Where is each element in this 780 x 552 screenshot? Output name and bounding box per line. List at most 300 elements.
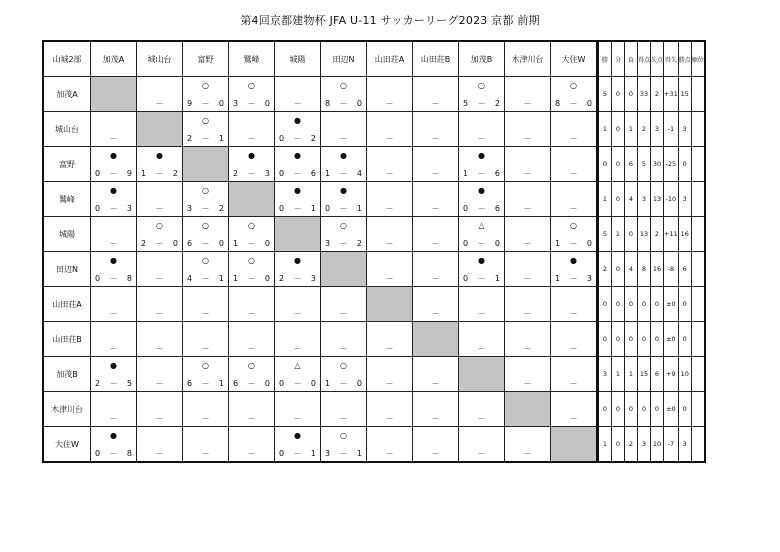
stat-cell: 1 (598, 112, 612, 147)
score-against: 1 (356, 449, 362, 458)
score-dash: － (339, 414, 348, 423)
match-cell (367, 77, 413, 112)
match-cell (413, 217, 459, 252)
match-cell (229, 77, 275, 112)
score-dash: － (155, 344, 164, 353)
score-for: 0 (463, 204, 469, 213)
score-dash: － (247, 134, 256, 143)
score-dash: － (569, 344, 578, 353)
score (413, 204, 458, 213)
score (459, 99, 504, 108)
score (367, 134, 412, 143)
score (183, 449, 228, 458)
match-cell (551, 322, 598, 357)
score (505, 134, 550, 143)
score-for: 1 (463, 169, 469, 178)
score-for: 1 (325, 169, 331, 178)
score-dash: － (247, 379, 256, 388)
score-dash: － (385, 99, 394, 108)
column-header-team: 山田荘A (367, 41, 413, 77)
column-header-team: 富野 (183, 41, 229, 77)
score-against: 0 (586, 239, 592, 248)
column-header-team: 山田荘B (413, 41, 459, 77)
match-cell (91, 147, 137, 182)
stat-cell (691, 287, 705, 322)
score-against: 0 (586, 99, 592, 108)
score-against: 3 (310, 274, 316, 283)
score-dash: － (569, 169, 578, 178)
score-dash: － (569, 309, 578, 318)
match-cell (459, 252, 505, 287)
score-for: 5 (463, 99, 469, 108)
match-cell (505, 77, 551, 112)
stat-cell: 10 (651, 427, 664, 463)
score-dash: － (431, 169, 440, 178)
score-dash: － (293, 274, 302, 283)
stat-cell: 0 (612, 322, 625, 357)
self-match-cell (459, 357, 505, 392)
column-header-team: 城山台 (137, 41, 183, 77)
result-mark: ● (340, 186, 347, 195)
stat-cell: +9 (664, 357, 679, 392)
stat-cell: 4 (625, 182, 638, 217)
match-cell (91, 112, 137, 147)
score-for: 8 (325, 99, 331, 108)
match-cell (275, 252, 321, 287)
score (137, 309, 182, 318)
stat-cell: 13 (638, 217, 651, 252)
match-cell (183, 112, 229, 147)
stat-cell: 1 (612, 217, 625, 252)
stat-cell: 16 (651, 252, 664, 287)
score-against: 3 (126, 204, 132, 213)
score (229, 414, 274, 423)
score-against: 0 (264, 239, 270, 248)
column-header-team: 城陽 (275, 41, 321, 77)
stat-cell (691, 357, 705, 392)
score (413, 239, 458, 248)
score-dash: － (109, 449, 118, 458)
result-mark: ● (110, 431, 117, 440)
stat-cell (691, 77, 705, 112)
stat-cell: 1 (612, 357, 625, 392)
column-header-team: 田辺N (321, 41, 367, 77)
match-cell (505, 322, 551, 357)
match-cell (275, 287, 321, 322)
score-dash: － (431, 449, 440, 458)
score (91, 344, 136, 353)
score (413, 379, 458, 388)
stat-cell: 0 (612, 182, 625, 217)
match-cell (183, 322, 229, 357)
score-dash: － (109, 169, 118, 178)
match-cell (551, 112, 598, 147)
score (505, 344, 550, 353)
stat-cell: 0 (612, 287, 625, 322)
result-mark: ○ (340, 81, 347, 90)
score-dash: － (477, 169, 486, 178)
score-dash: － (431, 274, 440, 283)
score-against: 8 (126, 274, 132, 283)
column-header-stat: 分 (612, 41, 625, 77)
score-for: 3 (233, 99, 239, 108)
score-dash: － (385, 239, 394, 248)
stat-cell: 0 (678, 287, 691, 322)
self-match-cell (367, 287, 413, 322)
result-mark: ● (110, 361, 117, 370)
score-for: 3 (187, 204, 193, 213)
match-cell (505, 252, 551, 287)
score-for: 8 (555, 99, 561, 108)
score (367, 379, 412, 388)
score-against: 1 (494, 274, 500, 283)
match-cell (91, 427, 137, 463)
result-mark: ● (294, 151, 301, 160)
stat-cell: 0 (638, 392, 651, 427)
result-mark: ● (110, 256, 117, 265)
score-dash: － (155, 379, 164, 388)
result-mark: ○ (570, 81, 577, 90)
stat-cell: 0 (612, 252, 625, 287)
result-mark: ● (478, 256, 485, 265)
score-for: 1 (233, 274, 239, 283)
match-cell (229, 112, 275, 147)
match-cell (275, 182, 321, 217)
match-cell (275, 112, 321, 147)
match-cell (551, 357, 598, 392)
score-dash: － (201, 274, 210, 283)
match-cell (505, 427, 551, 463)
result-mark: ○ (248, 81, 255, 90)
match-cell (91, 252, 137, 287)
score (413, 414, 458, 423)
match-cell (505, 147, 551, 182)
row-team-name: 大住W (43, 427, 91, 463)
stat-cell: 3 (678, 112, 691, 147)
score-dash: － (385, 134, 394, 143)
score-for: 6 (187, 239, 193, 248)
score-for: 0 (95, 169, 101, 178)
table-row (43, 427, 705, 463)
score-dash: － (155, 99, 164, 108)
match-cell (459, 77, 505, 112)
table-row (43, 182, 705, 217)
score-for: 6 (187, 379, 193, 388)
score (367, 344, 412, 353)
result-mark: ○ (202, 221, 209, 230)
score-dash: － (201, 134, 210, 143)
match-cell (137, 182, 183, 217)
match-cell (459, 182, 505, 217)
match-cell (229, 392, 275, 427)
score-dash: － (293, 379, 302, 388)
score-dash: － (477, 344, 486, 353)
score-dash: － (431, 414, 440, 423)
stat-cell (691, 322, 705, 357)
stat-cell: 8 (638, 252, 651, 287)
match-cell (413, 427, 459, 463)
score-for: 1 (233, 239, 239, 248)
score (505, 169, 550, 178)
score (137, 169, 182, 178)
score-dash: － (155, 449, 164, 458)
table-row (43, 287, 705, 322)
score-against: 2 (310, 134, 316, 143)
stat-cell: 5 (598, 217, 612, 252)
score-dash: － (109, 309, 118, 318)
stat-cell: 1 (625, 357, 638, 392)
match-cell (321, 287, 367, 322)
match-cell (321, 217, 367, 252)
stat-cell: 3 (678, 427, 691, 463)
self-match-cell (91, 77, 137, 112)
match-cell (505, 112, 551, 147)
score-dash: － (247, 169, 256, 178)
stat-cell: -8 (664, 252, 679, 287)
table-row (43, 112, 705, 147)
score-dash: － (293, 449, 302, 458)
score-dash: － (569, 134, 578, 143)
stat-cell: 16 (678, 217, 691, 252)
score-for: 0 (279, 379, 285, 388)
result-mark: ○ (202, 256, 209, 265)
score-dash: － (523, 274, 532, 283)
match-cell (367, 112, 413, 147)
score-against: 6 (494, 169, 500, 178)
match-cell (229, 147, 275, 182)
score-dash: － (155, 309, 164, 318)
score-dash: － (431, 134, 440, 143)
row-team-name: 加茂B (43, 357, 91, 392)
score (137, 414, 182, 423)
score (91, 449, 136, 458)
score (459, 134, 504, 143)
score-dash: － (339, 204, 348, 213)
league-table (42, 40, 706, 463)
score (275, 134, 320, 143)
stat-cell: 0 (625, 392, 638, 427)
score-against: 9 (126, 169, 132, 178)
score-dash: － (523, 449, 532, 458)
score-dash: － (477, 134, 486, 143)
result-mark: ○ (570, 221, 577, 230)
match-cell (137, 252, 183, 287)
score (551, 204, 596, 213)
stat-cell (691, 112, 705, 147)
stat-cell: 0 (638, 287, 651, 322)
result-mark: ○ (202, 116, 209, 125)
score (91, 379, 136, 388)
match-cell (551, 182, 598, 217)
score (367, 414, 412, 423)
score (459, 309, 504, 318)
stat-cell: 0 (638, 322, 651, 357)
score-against: 3 (586, 274, 592, 283)
row-team-name: 鷲峰 (43, 182, 91, 217)
match-cell (91, 357, 137, 392)
score-dash: － (339, 99, 348, 108)
match-cell (137, 147, 183, 182)
score (183, 414, 228, 423)
score (229, 169, 274, 178)
score (367, 449, 412, 458)
score (183, 239, 228, 248)
score-for: 0 (463, 274, 469, 283)
stat-cell: 15 (638, 357, 651, 392)
score-dash: － (523, 379, 532, 388)
result-mark: ○ (202, 81, 209, 90)
score (459, 414, 504, 423)
score-against: 4 (356, 169, 362, 178)
score (91, 134, 136, 143)
match-cell (459, 217, 505, 252)
match-cell (137, 217, 183, 252)
score-against: 8 (126, 449, 132, 458)
stat-cell: 2 (625, 427, 638, 463)
match-cell (551, 147, 598, 182)
score-dash: － (109, 134, 118, 143)
stat-cell: 3 (651, 112, 664, 147)
result-mark: ○ (340, 361, 347, 370)
result-mark: ● (294, 431, 301, 440)
score-dash: － (293, 309, 302, 318)
score (459, 344, 504, 353)
score-against: 1 (218, 379, 224, 388)
score (183, 274, 228, 283)
score-for: 1 (141, 169, 147, 178)
result-mark: ○ (478, 81, 485, 90)
stat-cell: 0 (678, 147, 691, 182)
column-header-team: 大住W (551, 41, 598, 77)
stat-cell: 0 (625, 217, 638, 252)
score-dash: － (201, 309, 210, 318)
score-dash: － (339, 169, 348, 178)
table-row (43, 322, 705, 357)
score-dash: － (339, 309, 348, 318)
score-dash: － (293, 99, 302, 108)
score (91, 274, 136, 283)
score-dash: － (109, 204, 118, 213)
match-cell (505, 287, 551, 322)
result-mark: ● (110, 151, 117, 160)
column-header-team: 鷲峰 (229, 41, 275, 77)
match-cell (367, 182, 413, 217)
score (275, 344, 320, 353)
score-dash: － (109, 274, 118, 283)
match-cell (413, 287, 459, 322)
match-cell (183, 287, 229, 322)
stat-cell: 0 (612, 392, 625, 427)
score (321, 134, 366, 143)
score-for: 9 (187, 99, 193, 108)
score-dash: － (201, 379, 210, 388)
match-cell (137, 287, 183, 322)
match-cell (551, 77, 598, 112)
score-for: 6 (233, 379, 239, 388)
stat-cell: 5 (598, 77, 612, 112)
score-dash: － (247, 239, 256, 248)
score-against: 0 (356, 379, 362, 388)
result-mark: ○ (340, 221, 347, 230)
score-against: 0 (264, 99, 270, 108)
score-dash: － (431, 379, 440, 388)
score-dash: － (431, 239, 440, 248)
match-cell (275, 427, 321, 463)
match-cell (183, 217, 229, 252)
result-mark: ○ (340, 431, 347, 440)
match-cell (459, 147, 505, 182)
match-cell (183, 392, 229, 427)
stat-cell: 0 (678, 322, 691, 357)
score-dash: － (109, 344, 118, 353)
result-mark: ○ (156, 221, 163, 230)
row-team-name: 山田荘B (43, 322, 91, 357)
score (137, 239, 182, 248)
score (367, 169, 412, 178)
score-for: 1 (325, 379, 331, 388)
score-for: 0 (279, 204, 285, 213)
score-for: 0 (279, 449, 285, 458)
score-dash: － (385, 414, 394, 423)
match-cell (321, 112, 367, 147)
stat-cell: 4 (625, 252, 638, 287)
column-header-stat: 順位 (691, 41, 705, 77)
stat-cell: 0 (612, 77, 625, 112)
score-dash: － (339, 344, 348, 353)
score-dash: － (201, 204, 210, 213)
score-against: 0 (172, 239, 178, 248)
stat-cell: +11 (664, 217, 679, 252)
score-dash: － (293, 204, 302, 213)
score (183, 309, 228, 318)
stat-cell: 1 (598, 427, 612, 463)
score-dash: － (569, 414, 578, 423)
score-dash: － (155, 169, 164, 178)
match-cell (183, 357, 229, 392)
score (321, 414, 366, 423)
score (137, 274, 182, 283)
score (137, 344, 182, 353)
score-dash: － (155, 274, 164, 283)
score-for: 0 (95, 204, 101, 213)
table-row (43, 147, 705, 182)
division-label: 山城2部 (43, 41, 91, 77)
stat-cell: 5 (638, 147, 651, 182)
score-dash: － (109, 414, 118, 423)
score (413, 274, 458, 283)
stat-cell: -7 (664, 427, 679, 463)
column-header-stat: 得点 (638, 41, 651, 77)
score-against: 3 (264, 169, 270, 178)
table-row (43, 252, 705, 287)
stat-cell: 2 (651, 217, 664, 252)
score-against: 6 (494, 204, 500, 213)
score-for: 0 (95, 449, 101, 458)
score (183, 99, 228, 108)
score (229, 309, 274, 318)
stat-cell: 0 (651, 322, 664, 357)
stat-cell: -10 (664, 182, 679, 217)
stat-cell: 0 (612, 112, 625, 147)
match-cell (459, 112, 505, 147)
score (505, 274, 550, 283)
score-dash: － (201, 414, 210, 423)
stat-cell: 0 (612, 427, 625, 463)
score (229, 379, 274, 388)
match-cell (367, 392, 413, 427)
score (275, 169, 320, 178)
score (551, 134, 596, 143)
